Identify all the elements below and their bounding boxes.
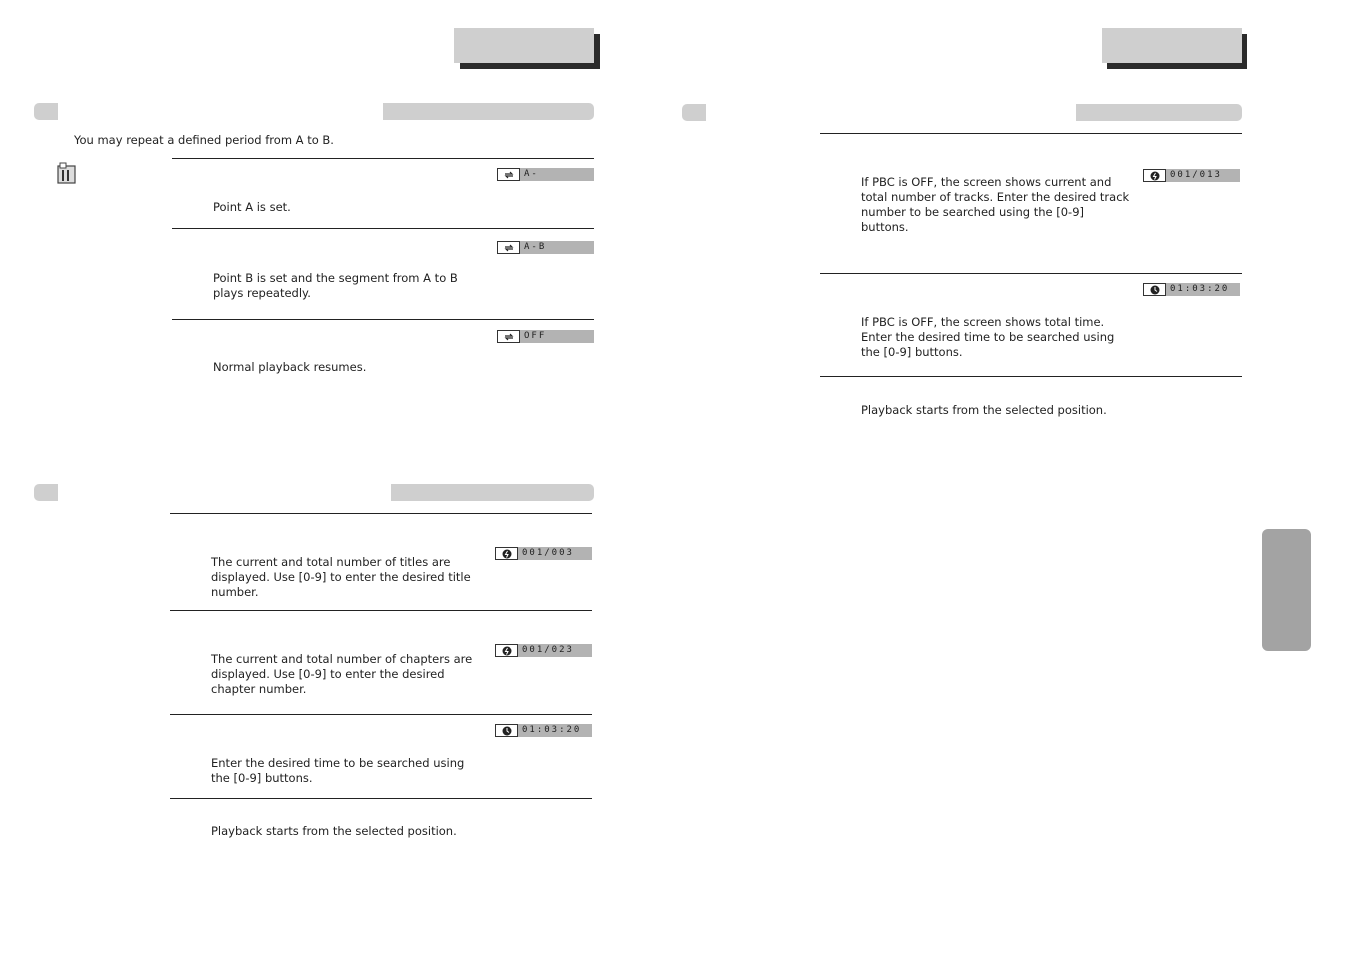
divider — [170, 798, 592, 799]
step-text: Normal playback resumes. — [213, 360, 367, 374]
repeat-icon — [497, 241, 520, 254]
osd-value: 001/013 — [1166, 169, 1240, 182]
osd-value: 01:03:20 — [1166, 283, 1240, 296]
step-text: Point B is set and the segment from A to B plays repeatedly. — [213, 271, 458, 300]
ab-repeat-intro: You may repeat a defined period from A to B. — [74, 133, 334, 147]
osd-display — [497, 168, 594, 181]
osd-value: 001/003 — [518, 547, 592, 560]
osd-display — [495, 724, 592, 737]
page-header-tab — [1102, 28, 1242, 63]
osd-display — [495, 644, 592, 657]
search-icon — [1143, 169, 1166, 182]
section-bar-search — [391, 484, 594, 501]
divider — [172, 228, 594, 229]
repeat-icon — [497, 168, 520, 181]
divider — [820, 273, 1242, 274]
footer-text: Playback starts from the selected position. — [211, 824, 457, 838]
step-text: If PBC is OFF, the screen shows total time. Enter the desired time to be searched using the [0-9] buttons. — [861, 315, 1115, 359]
osd-value: OFF — [520, 330, 594, 343]
osd-value: A- — [520, 168, 594, 181]
osd-display — [1143, 169, 1240, 182]
osd-display — [495, 547, 592, 560]
section-bar-search — [1076, 104, 1242, 121]
section-marker-ab-repeat — [34, 103, 58, 120]
divider — [172, 319, 594, 320]
osd-value: A-B — [520, 241, 594, 254]
divider — [820, 376, 1242, 377]
repeat-icon — [497, 330, 520, 343]
divider — [170, 714, 592, 715]
step-text: The current and total number of chapters are displayed. Use [0-9] to enter the desired chapter number. — [211, 652, 473, 696]
clock-icon — [1143, 283, 1166, 296]
section-marker-search — [34, 484, 58, 501]
search-icon — [495, 644, 518, 657]
osd-value: 001/023 — [518, 644, 592, 657]
osd-display — [1143, 283, 1240, 296]
step-text: If PBC is OFF, the screen shows current and total number of tracks. Enter the desired track number to be searched using the [0-9] buttons. — [861, 175, 1130, 234]
osd-value: 01:03:20 — [518, 724, 592, 737]
divider — [820, 133, 1242, 134]
divider — [170, 610, 592, 611]
divider — [170, 513, 592, 514]
clock-icon — [495, 724, 518, 737]
osd-display — [497, 241, 594, 254]
step-text: Enter the desired time to be searched using the [0-9] buttons. — [211, 756, 465, 785]
divider — [172, 158, 594, 159]
note-icon — [57, 162, 77, 184]
section-bar-ab-repeat — [383, 103, 594, 120]
page-header-tab — [454, 28, 594, 63]
step-text: The current and total number of titles are displayed. Use [0-9] to enter the desired title number. — [211, 555, 471, 599]
osd-display — [497, 330, 594, 343]
footer-text: Playback starts from the selected position. — [861, 403, 1107, 417]
step-text: Point A is set. — [213, 200, 291, 214]
chapter-side-tab — [1262, 529, 1311, 651]
section-marker-search — [682, 104, 706, 121]
search-icon — [495, 547, 518, 560]
